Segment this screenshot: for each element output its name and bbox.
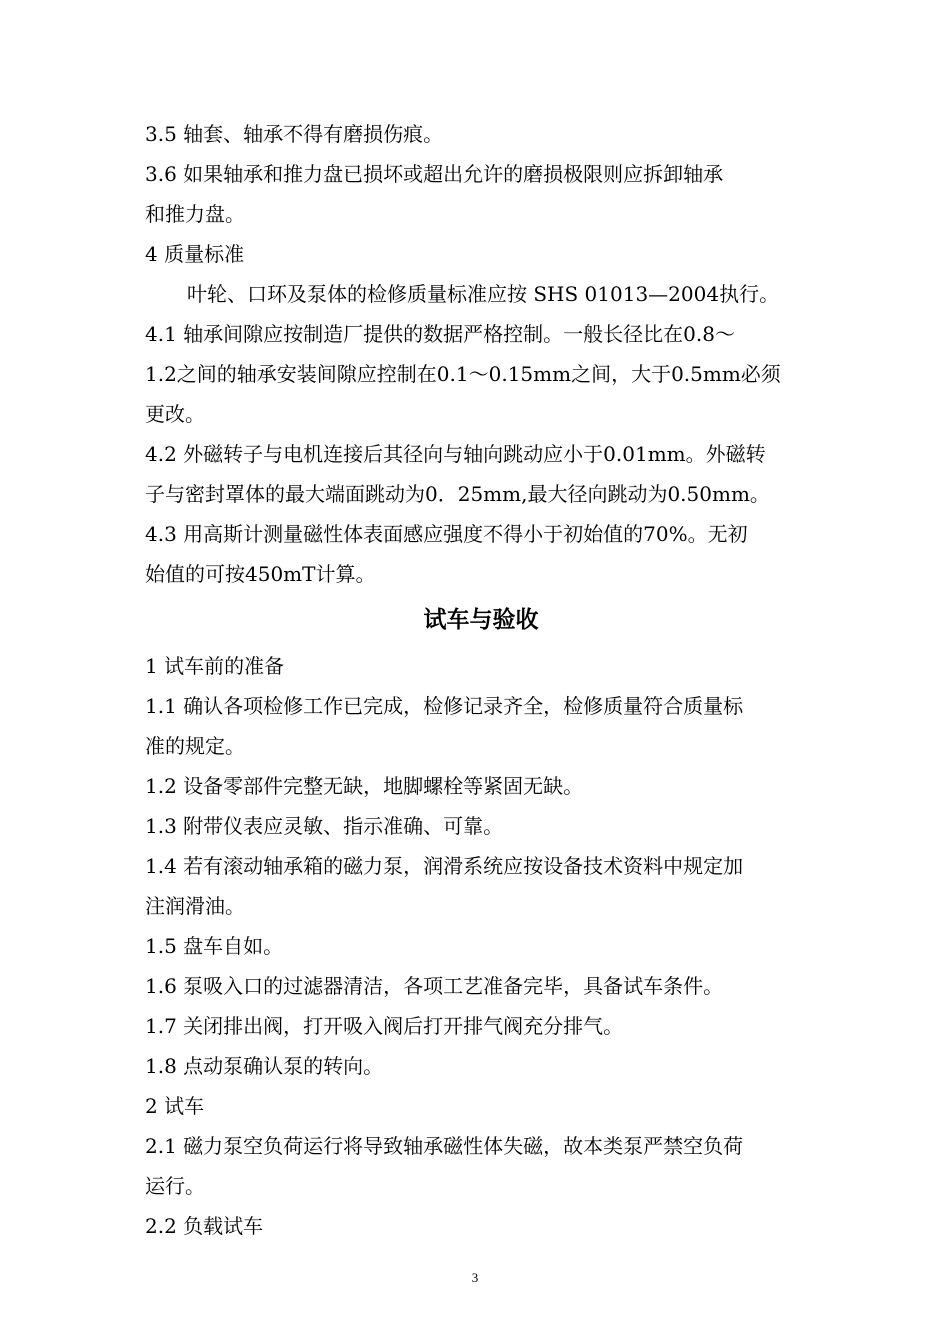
item-1-3: 1.3 附带仪表应灵敏、指示准确、可靠。 xyxy=(145,814,504,838)
item-3-5: 3.5 轴套、轴承不得有磨损伤痕。 xyxy=(145,122,444,146)
page-body xyxy=(145,114,817,1246)
item-3-6: 3.6 如果轴承和推力盘已损坏或超出允许的磨损极限则应拆卸轴承 xyxy=(145,162,724,186)
item-4-2: 4.2 外磁转子与电机连接后其径向与轴向跳动应小于0.01mm。外磁转 xyxy=(145,442,766,466)
item-1-6: 1.6 泵吸入口的过滤器清洁，各项工艺准备完毕，具备试车条件。 xyxy=(145,974,724,998)
item-2-1-continued: 运行。 xyxy=(145,1174,205,1198)
item-4-1-end: 更改。 xyxy=(145,402,205,426)
item-2-1: 2.1 磁力泵空负荷运行将导致轴承磁性体失磁，故本类泵严禁空负荷 xyxy=(145,1134,744,1158)
subsection-1-heading: 1 试车前的准备 xyxy=(145,654,285,678)
item-2-2: 2.2 负载试车 xyxy=(145,1214,264,1238)
quality-standard-paragraph: 叶轮、口环及泵体的检修质量标准应按 SHS 01013—2004执行。 xyxy=(187,282,780,306)
item-4-3: 4.3 用高斯计测量磁性体表面感应强度不得小于初始值的70%。无初 xyxy=(145,522,748,546)
item-4-3-continued: 始值的可按450mT计算。 xyxy=(145,562,376,586)
page-number: 3 xyxy=(471,1270,479,1285)
item-3-6-continued: 和推力盘。 xyxy=(145,202,245,226)
item-1-7: 1.7 关闭排出阀，打开吸入阀后打开排气阀充分排气。 xyxy=(145,1014,624,1038)
item-4-2-continued: 子与密封罩体的最大端面跳动为0．25mm,最大径向跳动为0.50mm。 xyxy=(145,482,770,506)
item-1-1: 1.1 确认各项检修工作已完成，检修记录齐全，检修质量符合质量标 xyxy=(145,694,744,718)
section-title: 试车与验收 xyxy=(423,607,539,633)
item-1-5: 1.5 盘车自如。 xyxy=(145,934,284,958)
item-4-1: 4.1 轴承间隙应按制造厂提供的数据严格控制。一般长径比在0.8～ xyxy=(145,322,735,346)
section-4-heading: 4 质量标准 xyxy=(145,242,245,266)
item-1-8: 1.8 点动泵确认泵的转向。 xyxy=(145,1054,384,1078)
item-1-1-continued: 准的规定。 xyxy=(145,734,245,758)
subsection-2-heading: 2 试车 xyxy=(145,1094,205,1118)
item-1-2: 1.2 设备零部件完整无缺，地脚螺栓等紧固无缺。 xyxy=(145,774,584,798)
item-1-4: 1.4 若有滚动轴承箱的磁力泵，润滑系统应按设备技术资料中规定加 xyxy=(145,854,744,878)
item-4-1-continued: 1.2之间的轴承安装间隙应控制在0.1～0.15mm之间，大于0.5mm必须 xyxy=(145,362,781,386)
item-1-4-continued: 注润滑油。 xyxy=(145,894,245,918)
